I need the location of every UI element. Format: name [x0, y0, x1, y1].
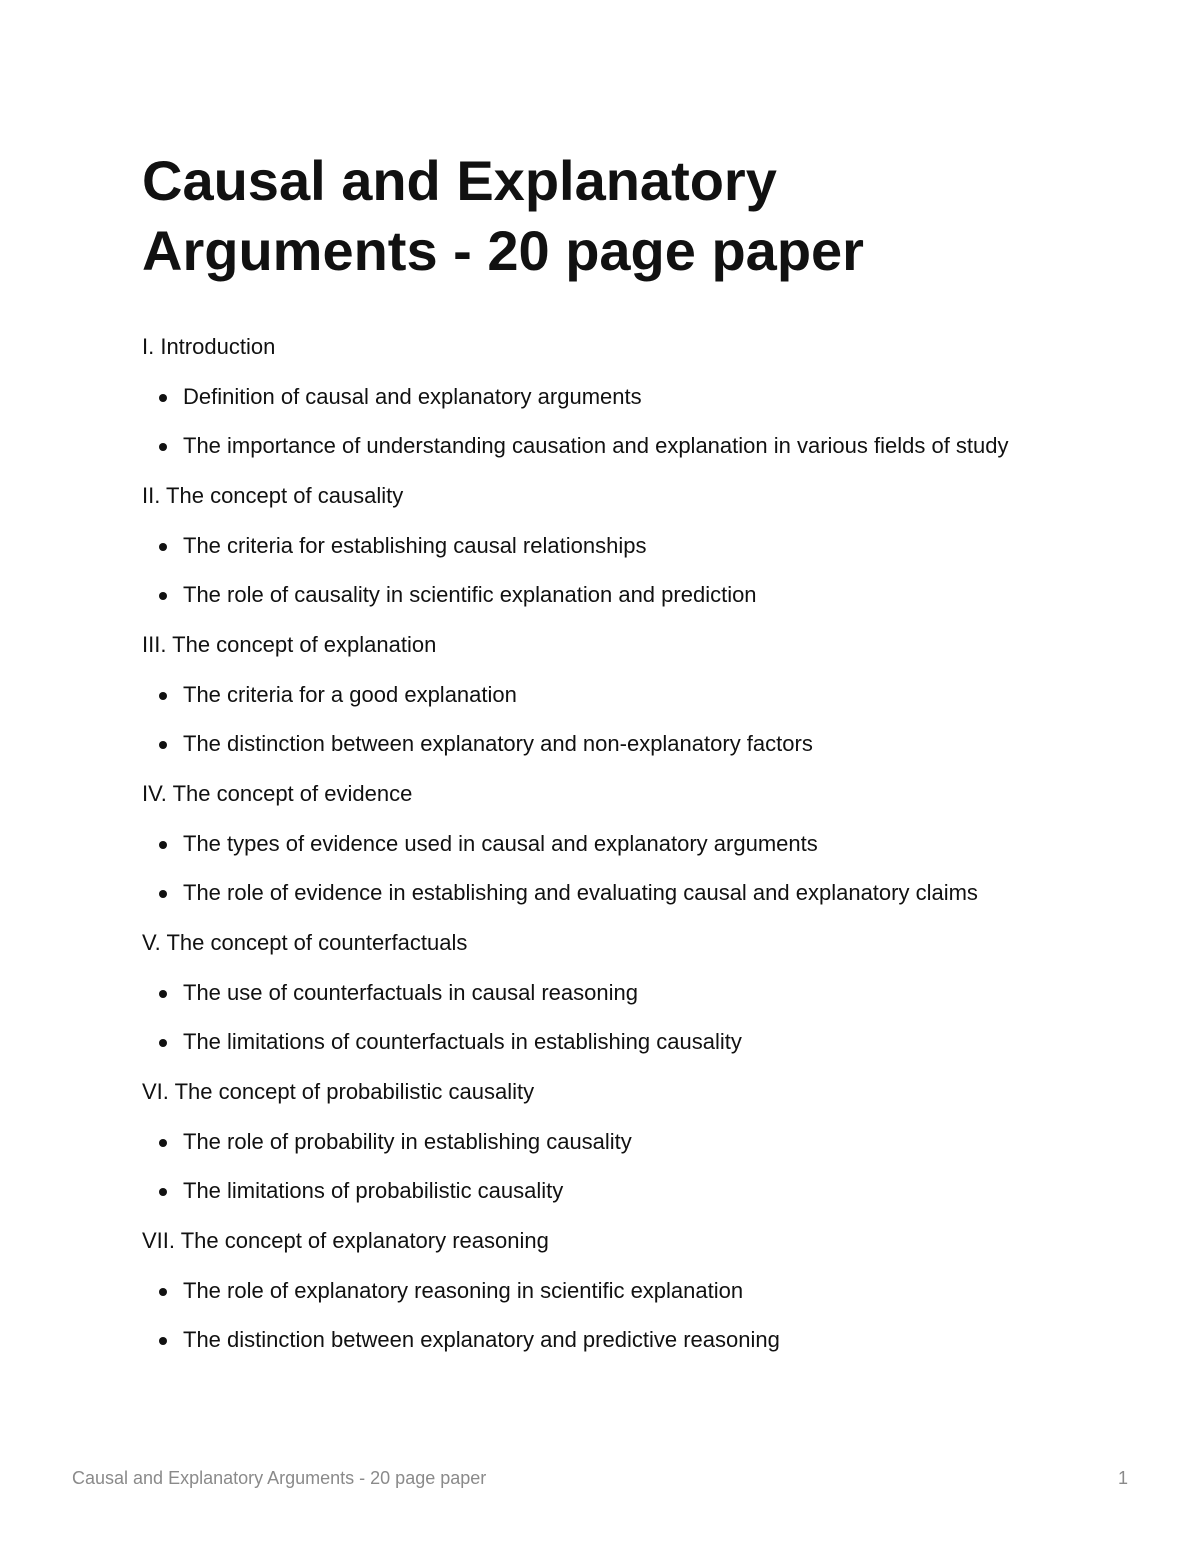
- bullet-text: The importance of understanding causation and explanation in various fields of study: [183, 433, 1009, 458]
- bullet-item: [142, 1323, 1062, 1357]
- page-footer: [72, 1464, 1128, 1492]
- bullet-dot-icon: [159, 543, 167, 551]
- bullet-text: The role of evidence in establishing and evaluating causal and explanatory claims: [183, 880, 978, 905]
- bullet-text: The limitations of counterfactuals in establishing causality: [183, 1029, 742, 1054]
- bullet-item: [142, 876, 1062, 910]
- section-heading: VI. The concept of probabilistic causality: [142, 1079, 535, 1104]
- bullet-item: [142, 827, 1062, 861]
- bullet-dot-icon: [159, 1139, 167, 1147]
- bullet-list: [142, 678, 1062, 761]
- section-heading: III. The concept of explanation: [142, 632, 437, 657]
- bullet-text: The criteria for establishing causal relationships: [183, 533, 647, 558]
- bullet-dot-icon: [159, 741, 167, 749]
- section-heading: VII. The concept of explanatory reasoning: [142, 1228, 549, 1253]
- bullet-dot-icon: [159, 1337, 167, 1345]
- bullet-dot-icon: [159, 1039, 167, 1047]
- bullet-dot-icon: [159, 592, 167, 600]
- bullet-text: The role of causality in scientific explanation and prediction: [183, 582, 757, 607]
- bullet-dot-icon: [159, 394, 167, 402]
- bullet-text: The role of probability in establishing causality: [183, 1129, 632, 1154]
- section-heading: I. Introduction: [142, 334, 276, 359]
- footer-page-number: 1: [1117, 1468, 1128, 1488]
- bullet-text: The distinction between explanatory and predictive reasoning: [183, 1327, 780, 1352]
- section-heading: IV. The concept of evidence: [142, 781, 413, 806]
- bullet-list: [142, 1125, 1062, 1208]
- bullet-text: The role of explanatory reasoning in scientific explanation: [183, 1278, 744, 1303]
- bullet-item: [142, 380, 1062, 414]
- outline-section-2: [142, 481, 1062, 612]
- bullet-item: [142, 429, 1062, 463]
- section-heading: V. The concept of counterfactuals: [142, 930, 468, 955]
- bullet-text: The distinction between explanatory and non-explanatory factors: [183, 731, 813, 756]
- bullet-list: [142, 380, 1062, 463]
- section-heading: II. The concept of causality: [142, 483, 404, 508]
- document-title: Causal and Explanatory Arguments - 20 page paper: [142, 149, 864, 282]
- bullet-list: [142, 827, 1062, 910]
- bullet-dot-icon: [159, 841, 167, 849]
- bullet-text: The limitations of probabilistic causality: [183, 1178, 564, 1203]
- bullet-dot-icon: [159, 1288, 167, 1296]
- bullet-item: [142, 1125, 1062, 1159]
- bullet-dot-icon: [159, 692, 167, 700]
- outline-section-6: [142, 1077, 1062, 1208]
- bullet-item: [142, 976, 1062, 1010]
- bullet-item: [142, 1025, 1062, 1059]
- outline-section-5: [142, 928, 1062, 1059]
- bullet-item: [142, 727, 1062, 761]
- bullet-list: [142, 976, 1062, 1059]
- bullet-text: Definition of causal and explanatory arguments: [183, 384, 642, 409]
- bullet-text: The types of evidence used in causal and explanatory arguments: [183, 831, 818, 856]
- bullet-item: [142, 1174, 1062, 1208]
- bullet-item: [142, 529, 1062, 563]
- bullet-item: [142, 1274, 1062, 1308]
- bullet-list: [142, 529, 1062, 612]
- outline-section-4: [142, 779, 1062, 910]
- bullet-dot-icon: [159, 1188, 167, 1196]
- bullet-text: The use of counterfactuals in causal reasoning: [183, 980, 638, 1005]
- bullet-dot-icon: [159, 890, 167, 898]
- outline-section-7: [142, 1226, 1062, 1357]
- bullet-dot-icon: [159, 990, 167, 998]
- bullet-text: The criteria for a good explanation: [183, 682, 517, 707]
- bullet-list: [142, 1274, 1062, 1357]
- bullet-item: [142, 578, 1062, 612]
- bullet-item: [142, 678, 1062, 712]
- bullet-dot-icon: [159, 443, 167, 451]
- page-content: [142, 146, 1062, 1375]
- outline-section-3: [142, 630, 1062, 761]
- outline-section-1: [142, 332, 1062, 463]
- footer-title: Causal and Explanatory Arguments - 20 page paper: [72, 1468, 487, 1488]
